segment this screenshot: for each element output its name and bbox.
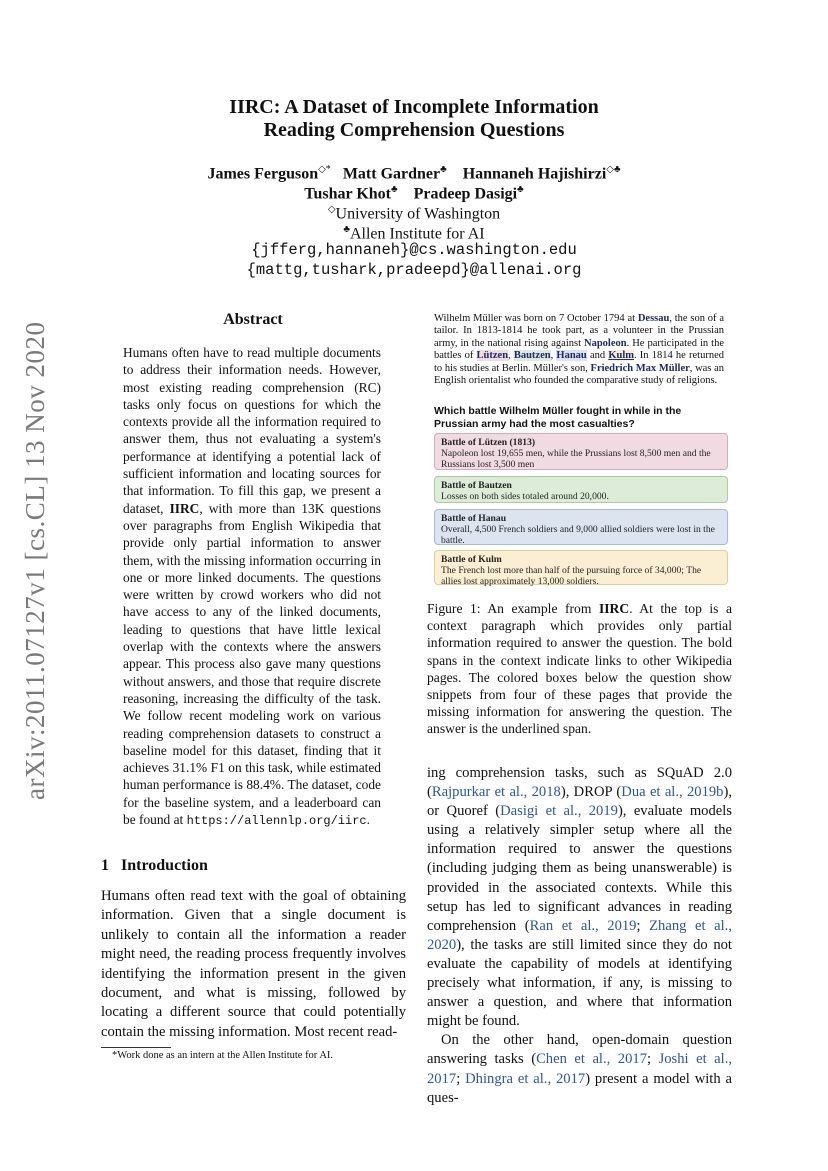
arxiv-identifier: arXiv:2011.07127v1 [cs.CL] 13 Nov 2020 [20, 321, 50, 800]
body-text: ), the tasks are still limited since they do not evaluate the capability of models at identifying precisely what information, if any, is missing to answer a question, and where that information might be found. [427, 936, 732, 1030]
snippet-text: The French lost more than half of the pursuing force of 34,000; The allies lost approximately 13,000 soldiers. [441, 565, 702, 588]
body-text: ) present a model with a ques- [427, 1070, 733, 1106]
email-line-1: {jfferg,hannaneh}@cs.washington.edu [251, 241, 577, 259]
body-text: ; [647, 1051, 659, 1068]
context-text: Wilhelm Müller was born on 7 October 1794 at [434, 313, 638, 324]
citation-link[interactable]: Zhang et al., 2020 [427, 917, 732, 953]
title-line-2: Reading Comprehension Questions [263, 119, 565, 141]
author-name: Matt Gardner [342, 165, 441, 183]
author-mark: ♣ [440, 164, 447, 175]
body-text: On the other hand, open-domain question answering tasks ( [427, 1032, 732, 1068]
dataset-name: IIRC [169, 500, 200, 516]
citation-link[interactable]: Dua et al., 2019b [621, 784, 724, 801]
context-text: , the son of a tailor. In 1813-1814 he took part, as a volunteer in the Prussian army, in the national rising against [434, 313, 724, 349]
body-text: ), DROP ( [560, 784, 622, 801]
abstract-text: . [366, 812, 370, 828]
snippet-text: Napoleon lost 19,655 men, while the Prussians lost 8,500 men and the Russians lost 3,500 men [441, 448, 711, 471]
wiki-link: Napoleon [583, 337, 627, 349]
footnote: *Work done as an intern at the Allen Institute for AI. [112, 1050, 334, 1061]
snippet-title: Battle of Bautzen [441, 480, 512, 491]
affiliation-name: University of Washington [335, 205, 501, 223]
snippet-title: Battle of Hanau [441, 513, 507, 524]
title-line-1: IIRC: A Dataset of Incomplete Information [229, 96, 599, 118]
citation-link[interactable]: Rajpurkar et al., 2018 [431, 784, 561, 801]
caption-text: . At the top is a context paragraph which provides only partial information required to answer the question. The bold spans in the context indicate links to other Wikipedia pages. The colored boxes below the question show snippets from four of these pages that provide the missing information for answering the question. The answer is the underlined span. [427, 601, 733, 737]
body-text: ; [636, 917, 650, 934]
wiki-link: Hanau [556, 350, 587, 362]
citation-link[interactable]: Joshi et al., 2017 [427, 1051, 732, 1087]
citation-link[interactable]: Chen et al., 2017 [536, 1051, 647, 1068]
snippet-title: Battle of Lützen (1813) [441, 437, 536, 448]
context-text: , [508, 350, 514, 362]
snippet-title: Battle of Kulm [441, 554, 502, 565]
body-text: ing comprehension tasks, such as SQuAD 2.0 ( [427, 765, 732, 801]
context-text: . He participated in the battles of [434, 337, 724, 362]
right-column-text [427, 764, 732, 1108]
snippet-text: Overall, 4,500 French soldiers and 9,000 allied soldiers were lost in the battle. [441, 524, 715, 547]
caption-text: Figure 1: An example from [427, 601, 599, 616]
footnote-rule [101, 1047, 171, 1048]
author-mark: ♣ [517, 184, 524, 195]
abstract-body [123, 344, 381, 830]
body-text: ; [456, 1070, 466, 1087]
context-text: , was an English orientalist who founded the comparative study of religions. [434, 362, 724, 387]
citation-link[interactable]: Ran et al., 2019 [529, 917, 637, 934]
affiliation-mark: ♣ [343, 224, 350, 235]
affiliation-mark: ◇ [327, 204, 336, 215]
author-name: Hannaneh Hajishirzi [462, 165, 607, 183]
author-mark: ◇♣ [606, 164, 621, 175]
context-text: , [550, 350, 557, 362]
snippet-box-kulm [434, 550, 728, 588]
author-name: James Ferguson [207, 165, 319, 183]
abstract-heading: Abstract [223, 311, 283, 328]
wiki-link: Lützen [476, 350, 509, 362]
figure-question: Which battle Wilhelm Müller fought in while in the Prussian army had the most casualties? [434, 405, 682, 430]
author-name: Tushar Khot [304, 185, 392, 203]
author-mark: ♣ [391, 184, 398, 195]
context-text: and [586, 350, 609, 362]
figure-context-paragraph [434, 313, 724, 387]
affiliation-name: Allen Institute for AI [349, 225, 485, 243]
introduction-text: Humans often read text with the goal of obtaining information. Given that a single document is unlikely to contain all the information a reader might need, the reading process frequently involves identifying the information present in the given document, and what is missing, followed by locating a different source that could potentially contain the missing information. Most recent read- [101, 888, 406, 1040]
dataset-name: IIRC [598, 601, 630, 616]
wiki-link-answer: Kulm [608, 350, 634, 362]
section-heading-introduction: 1 Introduction [101, 857, 208, 874]
snippet-box-bautzen [434, 476, 728, 503]
context-text: . In 1814 he returned to his studies at Berlin. Müller's son, [434, 350, 724, 374]
snippet-text: Losses on both sides totaled around 20,000. [441, 491, 609, 503]
abstract-text: , with more than 13K questions over paragraphs from English Wikipedia that provide only partial information to answer them, with the missing information occurring in one or more linked documents. The questions were written by crowd workers who did not have access to any of the linked documents, leading to questions that have little lexical overlap with the contexts where the answers appear. This process also gave many questions without answers, and those that require discrete reasoning, increasing the difficulty of the task. We follow recent modeling work on various reading comprehension datasets to construct a baseline model for this dataset, finding that it achieves 31.1% F1 on this task, while estimated human performance is 88.4%. The dataset, code for the baseline system, and a leaderboard can be found at [123, 500, 382, 828]
wiki-link: Dessau [637, 313, 670, 324]
wiki-link: Friedrich Max Müller [590, 362, 690, 374]
abstract-text: Humans often have to read multiple documents to address their information needs. However, most existing reading comprehension (RC) tasks only focus on questions for which the contexts provide all the information required to answer them, thus not evaluating a system's performance at identifying a potential lack of sufficient information and locating sources for that information. To fill this gap, we present a dataset, [123, 345, 381, 516]
citation-link[interactable]: Dhingra et al., 2017 [465, 1070, 586, 1087]
snippet-box-hanau [434, 509, 728, 545]
paragraph [427, 1031, 732, 1107]
email-line-2: {mattg,tushark,pradeepd}@allenai.org [246, 261, 582, 279]
author-name: Pradeep Dasigi [413, 185, 518, 203]
figure-caption [427, 600, 732, 738]
body-text: ), evaluate models using a relatively simpler setup where all the information required to answer the questions (including judging them as being unanswerable) is provided in the associated contexts. While this setup has led to significant advances in reading comprehension ( [427, 803, 732, 934]
paper-title [0, 96, 828, 142]
wiki-link: Bautzen [513, 350, 551, 362]
snippet-box-lutzen [434, 433, 728, 470]
author-mark: ◇* [318, 164, 331, 175]
dataset-url-link[interactable]: https://allennlp.org/iirc [186, 814, 367, 829]
paragraph [427, 764, 732, 1031]
body-text: ), or Quoref ( [427, 784, 732, 820]
citation-link[interactable]: Dasigi et al., 2019 [500, 803, 618, 820]
